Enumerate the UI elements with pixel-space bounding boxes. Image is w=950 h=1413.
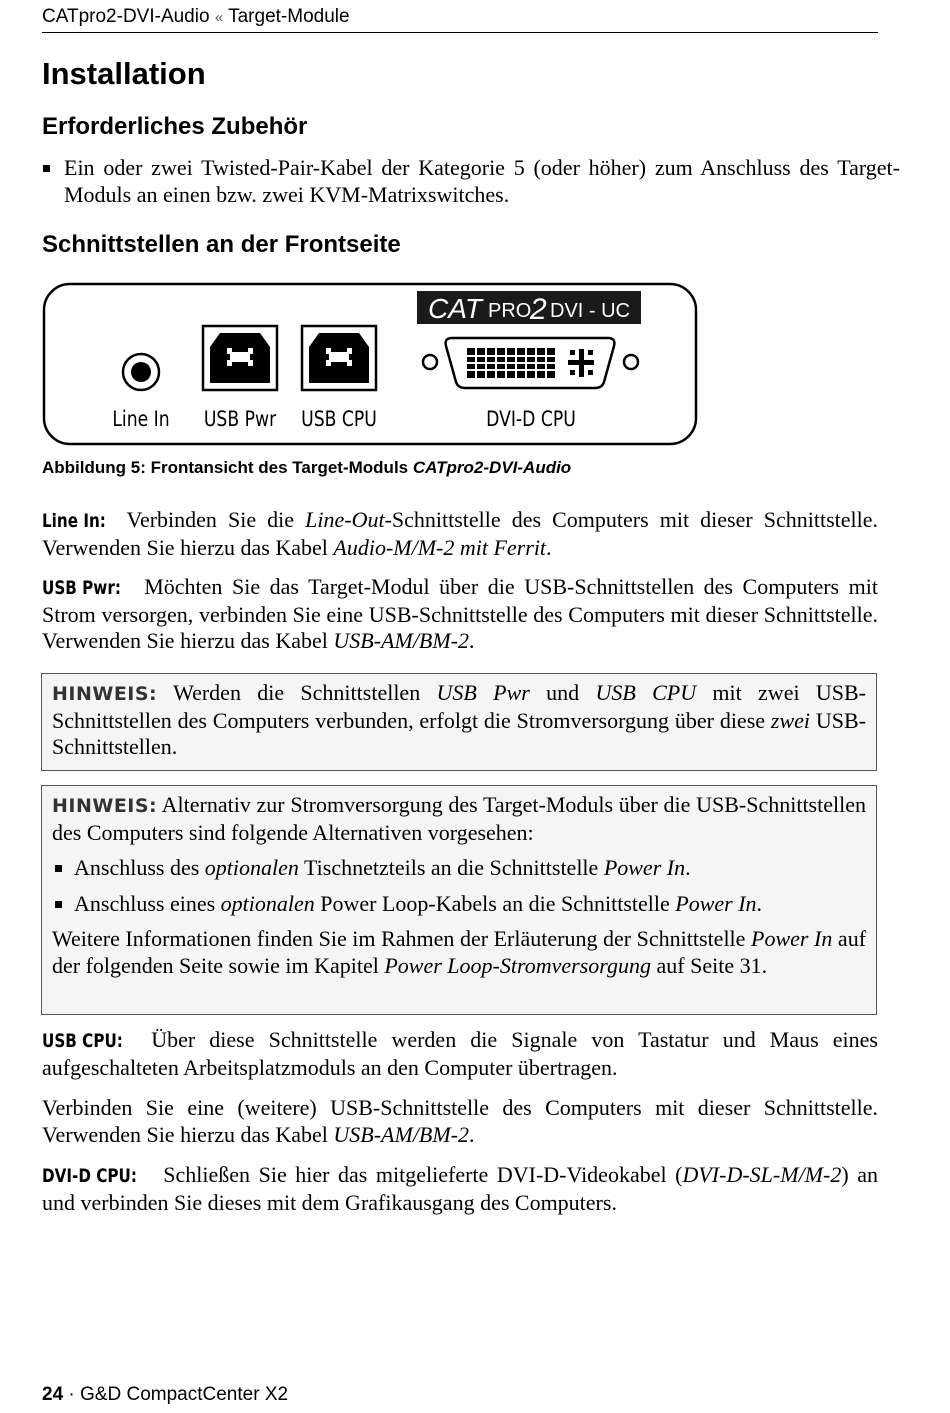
accessories-bullet [42, 155, 900, 208]
line-in-text: -Schnittstelle des Computers mit dieser Schnittstelle. Verwenden Sie hierzu das Kabel [42, 507, 878, 560]
footer-dot: · [63, 1384, 81, 1405]
note-text: Weitere Informationen finden Sie im Rahmen der Erläuterung der Schnittstelle [52, 926, 752, 951]
usb-pwr-cable: USB-AM/BM-2 [333, 628, 470, 653]
note-emphasis: zwei [770, 707, 811, 733]
bullet-square [55, 901, 62, 908]
footer-product: G&D CompactCenter X2 [80, 1384, 289, 1405]
note-label: HINWEIS: [52, 683, 158, 705]
usb-cpu-paragraph [42, 1027, 878, 1081]
line-in-text: Verbinden Sie die [115, 507, 306, 532]
running-header [42, 6, 878, 33]
label-usb-cpu: USB CPU [301, 406, 377, 432]
note-emphasis: USB CPU [595, 680, 697, 705]
note-more-info [52, 926, 866, 979]
front-heading: Schnittstellen an der Frontseite [42, 231, 401, 258]
page-number: 24 [42, 1384, 64, 1405]
note-text: mit zwei USB-Schnittstellen des Computers verbunden, erfolgt die Stromversorgung über diese [52, 680, 867, 733]
item-text: Anschluss eines [74, 890, 221, 916]
logo-2: 2 [530, 293, 547, 326]
line-in-emphasis: Line-Out [305, 507, 385, 532]
note-list-item [52, 855, 866, 882]
logo-pro: PRO [488, 300, 532, 322]
note-emphasis: Power In [751, 926, 833, 951]
dvi-cpu-text: ) an und verbinden Sie dieses mit dem Grafikausgang des Computers. [42, 1162, 878, 1215]
item-emphasis: Power In [603, 855, 686, 880]
item-text: . [685, 855, 691, 880]
note-box-usb [41, 673, 877, 771]
line-in-cable: Audio-M/M-2 mit Ferrit [333, 534, 547, 560]
note-emphasis: Power Loop-Stromversorgung [384, 952, 652, 978]
usb-cpu-text: . [469, 1121, 475, 1147]
dvi-cpu-text: Schließen Sie hier das mitgelieferte DVI-D-Videokabel ( [154, 1162, 683, 1187]
item-text: Power Loop-Kabels an die Schnittstelle [314, 890, 676, 916]
header-separator: « [214, 9, 224, 26]
header-section: Target-Module [228, 6, 350, 27]
item-emphasis: optionalen [220, 890, 315, 916]
page-title: Installation [42, 56, 206, 91]
usb-cpu-text: Über diese Schnittstelle werden die Signale von Tastatur und Maus eines aufgeschalteten Arbeitsplatzmoduls an den Computer übertragen. [42, 1027, 878, 1080]
usb-cpu-label: USB CPU: [42, 1030, 123, 1052]
note-intro [52, 792, 866, 846]
header-product: CATpro2-DVI-Audio [42, 6, 210, 27]
usb-cpu-cable: USB-AM/BM-2 [333, 1121, 470, 1147]
logo-cat: CAT [428, 293, 482, 324]
item-text: Tischnetzteils an die Schnittstelle [298, 855, 604, 880]
usb-pwr-paragraph [42, 574, 878, 655]
bullet-square [55, 865, 62, 872]
bullet-square [43, 165, 50, 172]
note-text: auf Seite 31. [651, 952, 768, 978]
note-text: Alternativ zur Stromversorgung des Target-Moduls über die USB-Schnittstellen des Computers sind folgende Alternativen vorgesehen: [52, 792, 866, 845]
note-text: Werden die Schnittstellen [157, 680, 437, 705]
figure-caption [42, 458, 571, 478]
usb-b-port-icon [203, 326, 277, 390]
caption-model: CATpro2-DVI-Audio [412, 458, 572, 477]
line-in-paragraph [42, 507, 878, 561]
label-line-in: Line In [112, 406, 170, 432]
usb-pwr-label: USB Pwr: [42, 577, 121, 599]
note-box-power [41, 785, 877, 1015]
dvi-cpu-paragraph [42, 1162, 878, 1216]
accessories-bullet-text: Ein oder zwei Twisted-Pair-Kabel der Kategorie 5 (oder höher) zum Anschluss des Target-Moduls an einen bzw. zwei KVM-Matrixswitches. [64, 155, 900, 207]
item-text: Anschluss des [74, 855, 205, 880]
usb-cpu-text: Verbinden Sie eine (weitere) USB-Schnittstelle des Computers mit dieser Schnittstelle. Verwenden Sie hierzu das Kabel [42, 1095, 878, 1147]
item-emphasis: optionalen [204, 855, 299, 880]
accessories-heading: Erforderliches Zubehör [42, 113, 308, 140]
logo-dvi: DVI - UC [550, 300, 630, 322]
usb-cpu-connect-paragraph [42, 1095, 878, 1148]
usb-b-port-icon [302, 326, 376, 390]
item-emphasis: Power In [675, 890, 757, 916]
caption-prefix: Abbildung 5: Frontansicht des Target-Moduls [42, 458, 413, 477]
usb-pwr-text: Möchten Sie das Target-Modul über die USB-Schnittstellen des Computers mit Strom versorgen, verbinden Sie eine USB-Schnittstelle des Computers mit dieser Schnittstelle. Verwenden Sie hierzu das Kabel [42, 574, 878, 653]
note-text: USB-Schnittstellen. [52, 707, 866, 759]
dvi-cpu-cable: DVI-D-SL-M/M-2 [682, 1162, 842, 1187]
line-in-label: Line In: [42, 510, 106, 532]
front-panel-figure [42, 282, 702, 457]
dvi-cpu-label: DVI-D CPU: [42, 1165, 137, 1187]
page-footer [42, 1384, 288, 1406]
label-usb-pwr: USB Pwr [203, 406, 277, 432]
usb-pwr-text: . [469, 628, 475, 653]
line-in-text: . [546, 534, 552, 560]
note-text: auf der folgenden Seite sowie im Kapitel [52, 926, 867, 978]
note-label: HINWEIS: [52, 795, 158, 817]
note-emphasis: USB Pwr [436, 680, 530, 705]
item-text: . [756, 890, 763, 916]
note-text: und [529, 680, 596, 705]
label-dvi-cpu: DVI-D CPU [486, 406, 576, 432]
front-panel-drawing [42, 282, 702, 452]
note-list-item [52, 891, 866, 918]
audio-jack-icon [123, 354, 159, 390]
